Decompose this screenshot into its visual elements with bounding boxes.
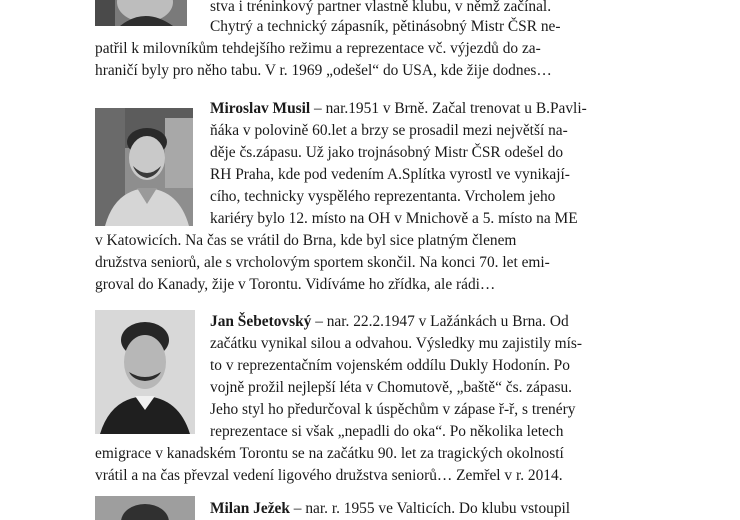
bio-1-line: hraničí byly pro něho tabu. V r. 1969 „odešel“ do USA, kde žije dodnes… bbox=[95, 62, 552, 79]
bio-1-line: Chytrý a technický zápasník, pětinásobný Mistr ČSR ne- bbox=[210, 18, 561, 35]
bio-3-line: vrátil a na čas převzal vedení ligového družstva seniorů… Zemřel v r. 2014. bbox=[95, 467, 563, 484]
bio-4-first-line bbox=[210, 498, 570, 520]
bio-3-line: Jeho styl ho předurčoval k úspěchům v zápase ř-ř, s trenéry bbox=[210, 401, 576, 418]
bio-2-line: groval do Kanady, žije v Torontu. Vidíváme ho zřídka, ale rádi… bbox=[95, 276, 496, 293]
bio-2-line: v Katowicích. Na čas se vrátil do Brna, kde byl sice platným členem bbox=[95, 232, 517, 249]
bio-3-line: to v reprezentačním vojenském oddílu Dukly Hodonín. Po bbox=[210, 357, 570, 374]
bio-2-first-line bbox=[210, 98, 587, 120]
bio-2-text: – nar.1951 v Brně. Začal trenovat u B.Pavli- bbox=[310, 100, 587, 117]
person-name: Miroslav Musil bbox=[210, 100, 311, 117]
bio-4-text: – nar. r. 1955 ve Valticích. Do klubu vstoupil bbox=[289, 500, 571, 517]
bio-3-first-line bbox=[210, 311, 569, 333]
bio-3-line: začátku vynikal silou a odvahou. Výsledky mu zajistily mís- bbox=[210, 335, 583, 352]
bio-2-line: cího, technicky vyspělého reprezentanta. Vrcholem jeho bbox=[210, 188, 556, 205]
person-name: Milan Ježek bbox=[210, 500, 290, 517]
bio-2-line: družstva seniorů, ale s vrcholovým sportem skončil. Na konci 70. let emi- bbox=[95, 254, 550, 271]
bio-2-line: kariéry bylo 12. místo na OH v Mnichově a 5. místo na ME bbox=[210, 210, 578, 227]
photo-miroslav-musil bbox=[95, 108, 193, 226]
bio-1-line: patřil k milovníkům tehdejšího režimu a reprezentace vč. výjezdů do za- bbox=[95, 40, 541, 57]
bio-3-line: reprezentace si však „nepadli do oka“. Po několika letech bbox=[210, 423, 564, 440]
bio-2-line: RH Praha, kde pod vedením A.Splítka vyrostl ve vynikají- bbox=[210, 166, 570, 183]
bio-2-line: ňáka v polovině 60.let a brzy se prosadil mezi největší na- bbox=[210, 122, 568, 139]
photo-top-cropped bbox=[95, 0, 187, 26]
photo-milan-jezek bbox=[95, 496, 195, 520]
bio-3-line: emigrace v kanadském Torontu se na začátku 90. let za tragických okolností bbox=[95, 445, 564, 462]
person-name: Jan Šebetovský bbox=[210, 313, 312, 330]
bio-3-line: vojně prožil nejlepší léta v Chomutově, „baště“ čs. zápasu. bbox=[210, 379, 572, 396]
bio-3-text: – nar. 22.2.1947 v Lažánkách u Brna. Od bbox=[311, 313, 569, 330]
photo-jan-sebetovsky bbox=[95, 310, 195, 434]
bio-2-line: děje čs.zápasu. Už jako trojnásobný Mistr ČSR odešel do bbox=[210, 144, 564, 161]
bio-1-line: stva i tréninkový partner vlastně klubu, v němž začínal. bbox=[210, 0, 552, 15]
